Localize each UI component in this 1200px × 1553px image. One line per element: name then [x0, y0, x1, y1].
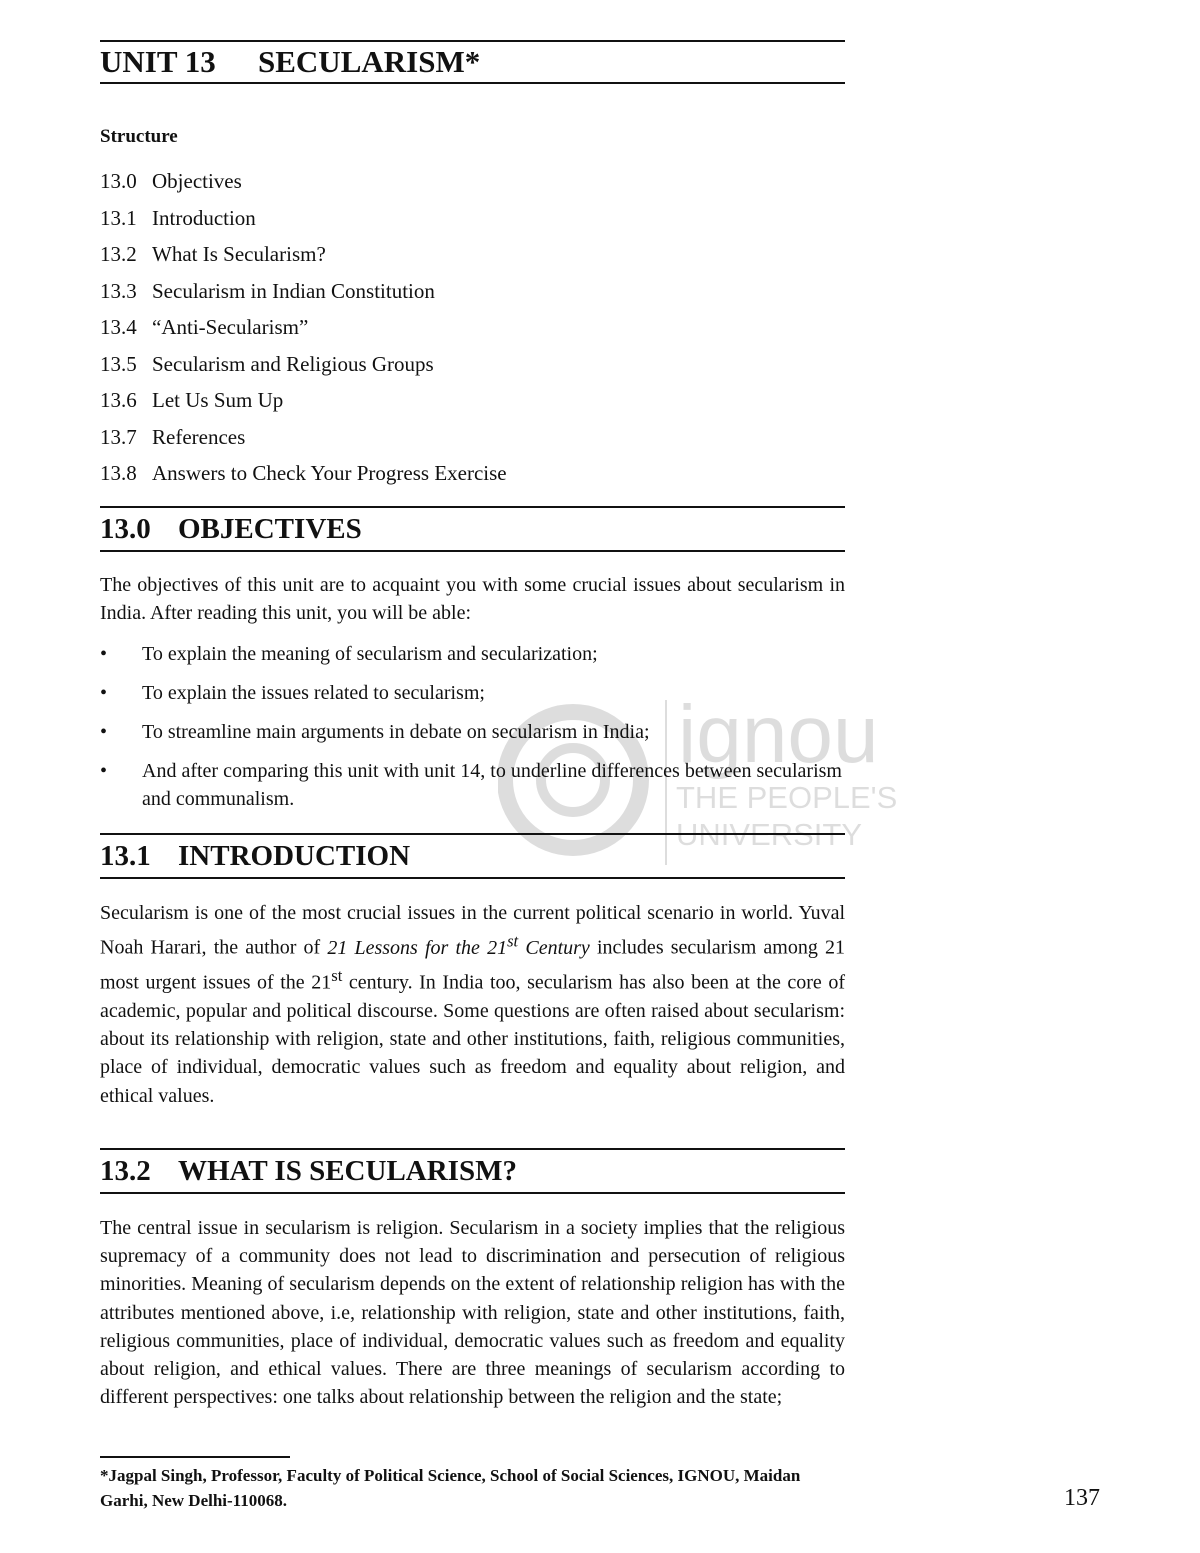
toc-number: 13.1	[100, 205, 137, 230]
text-run: century. In India too, secularism has also been at the core of academic, popular and political discourse. Some questions are often raised about secularism: about its relationship with religion, state and other institutions, faith, religious communities, place of individual, democratic values such as freedom and equality about religion, and ethical values.	[100, 971, 845, 1107]
list-item-text: To streamline main arguments in debate on secularism in India;	[142, 721, 650, 743]
toc-label: “Anti-Secularism”	[152, 315, 309, 339]
superscript: st	[331, 966, 343, 986]
text-run: Secularism is one of the most crucial issues in the current political scenario in world. Yuval Noah Harari, the author of	[100, 902, 845, 959]
what-is-secularism-paragraph: The central issue in secularism is religion. Secularism in a society implies that the religious supremacy of a community does not lead to discrimination and persecution of religious minorities. Meaning of secularism depends on the extent of relationship religion has with the attributes mentioned above, i.e, relationship with religion, state and other institutions, faith, religious communities, place of individual, democratic values such as freedom and equality about religion, and ethical values. There are three meanings of secularism according to different perspectives: one talks about relationship between the religion and the state;	[100, 1217, 845, 1409]
toc-label: Introduction	[152, 205, 256, 230]
toc-number: 13.7	[100, 424, 137, 449]
objectives-list	[100, 640, 845, 824]
toc-label: Answers to Check Your Progress Exercise	[152, 461, 507, 485]
section-number: 13.0	[100, 513, 151, 545]
toc-number: 13.6	[100, 388, 137, 412]
toc-item	[100, 312, 507, 349]
toc-item	[100, 422, 507, 459]
toc-item	[100, 276, 507, 313]
text-run: includes secularism among 21 most urgent issues of the 21	[100, 936, 846, 994]
bullet: •	[100, 721, 108, 743]
book-title-end: Century	[518, 936, 590, 959]
toc-item	[100, 458, 507, 495]
bullet: •	[100, 682, 108, 704]
list-item	[100, 718, 845, 746]
table-of-contents	[100, 166, 507, 495]
toc-number: 13.8	[100, 461, 137, 485]
toc-item	[100, 203, 507, 240]
toc-number: 13.3	[100, 278, 137, 303]
section-title: INTRODUCTION	[178, 840, 411, 872]
toc-number: 13.0	[100, 169, 137, 193]
toc-number: 13.4	[100, 315, 137, 339]
section-heading-introduction	[100, 833, 845, 879]
toc-number: 13.5	[100, 351, 137, 376]
document-page	[100, 0, 898, 1553]
toc-label: Objectives	[152, 169, 242, 193]
toc-item	[100, 385, 507, 422]
section-title: WHAT IS SECULARISM?	[178, 1155, 517, 1187]
footnote: *Jagpal Singh, Professor, Faculty of Political Science, School of Social Sciences, IGNOU, Maidan Garhi, New Delhi-110068.	[100, 1466, 801, 1510]
toc-item	[100, 239, 507, 276]
structure-label: Structure	[100, 126, 178, 147]
section-title: OBJECTIVES	[178, 513, 362, 545]
introduction-paragraph	[100, 899, 845, 1110]
watermark-line1: THE PEOPLE'S	[676, 780, 898, 815]
list-item	[100, 640, 845, 668]
bullet: •	[100, 760, 108, 782]
superscript: st	[507, 931, 519, 951]
unit-name: SECULARISM*	[258, 44, 481, 79]
toc-label: What Is Secularism?	[152, 242, 326, 266]
section-number: 13.2	[100, 1155, 151, 1187]
book-title	[327, 931, 590, 959]
toc-item	[100, 349, 507, 386]
toc-item	[100, 166, 507, 203]
list-item-text: To explain the meaning of secularism and secularization;	[142, 643, 598, 665]
list-item	[100, 679, 845, 707]
book-title-text: 21 Lessons for the 21	[327, 936, 508, 959]
list-item-text: To explain the issues related to secularism;	[142, 682, 485, 704]
footnote-divider	[100, 1456, 290, 1458]
toc-label: References	[152, 424, 246, 449]
page-number: 137	[1064, 1485, 1100, 1511]
toc-label: Let Us Sum Up	[152, 388, 284, 412]
bullet: •	[100, 643, 108, 665]
objectives-intro: The objectives of this unit are to acquaint you with some crucial issues about secularism in India. After reading this unit, you will be able:	[100, 574, 845, 625]
list-item-text: And after comparing this unit with unit 14, to underline differences between secularism and communalism.	[142, 760, 842, 810]
toc-label: Secularism in Indian Constitution	[152, 278, 435, 303]
section-heading-objectives	[100, 506, 845, 552]
watermark-brand: ignou	[678, 690, 879, 780]
watermark-line2: UNIVERSITY	[676, 817, 863, 852]
toc-number: 13.2	[100, 242, 137, 266]
unit-title	[100, 40, 845, 84]
unit-number: UNIT 13	[100, 44, 216, 79]
list-item	[100, 757, 845, 813]
section-heading-what-is-secularism	[100, 1148, 845, 1194]
toc-label: Secularism and Religious Groups	[152, 351, 434, 376]
section-number: 13.1	[100, 840, 151, 872]
